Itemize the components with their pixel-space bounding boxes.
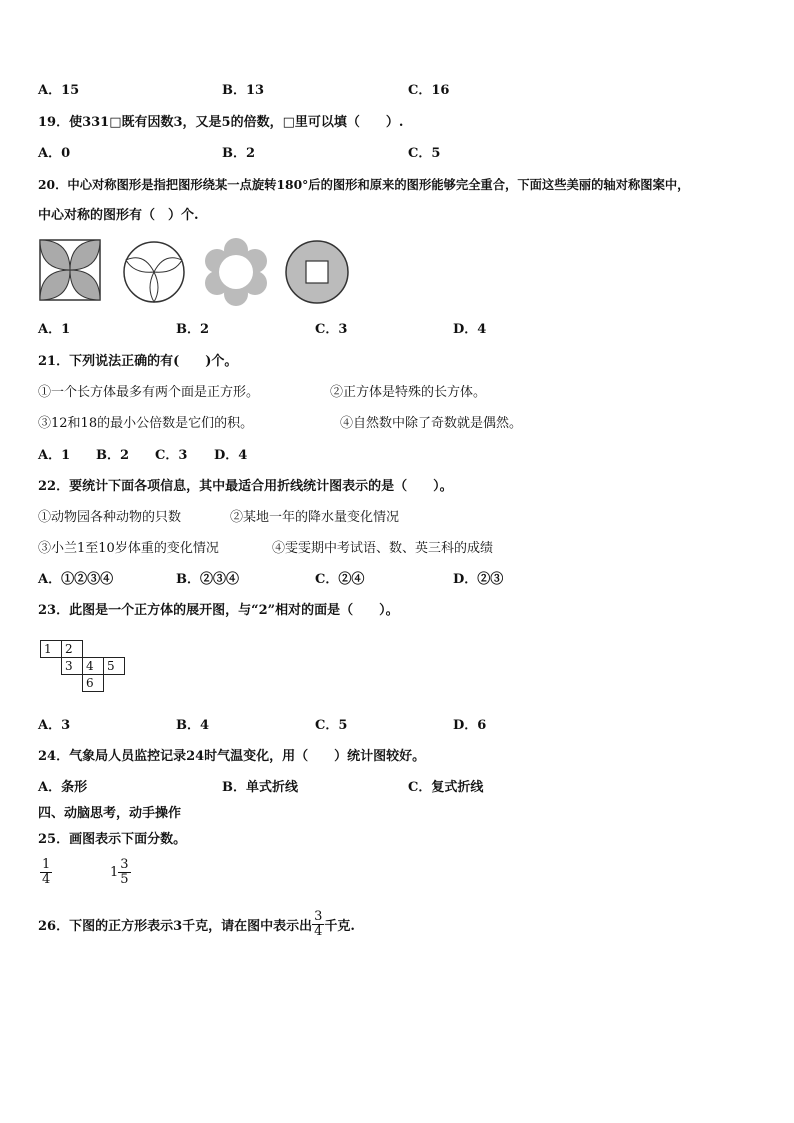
- cube-face: 5: [104, 658, 125, 675]
- q23-stem: 23．此图是一个正方体的展开图，与“2”相对的面是（ ）。: [38, 603, 399, 618]
- q22-item-2: ②某地一年的降水量变化情况: [230, 510, 400, 525]
- cube-face: 3: [62, 658, 83, 675]
- cube-face: 6: [83, 675, 104, 692]
- q22-item-4: ④雯雯期中考试语、数、英三科的成绩: [272, 541, 494, 556]
- q24-option-b: B．单式折线: [222, 780, 298, 795]
- q19-option-a: A．0: [38, 146, 71, 161]
- q21-option-b: B．2: [96, 448, 130, 463]
- q19-option-b: B．2: [222, 146, 256, 161]
- q20-stem-line1: 20．中心对称图形是指把图形绕某一点旋转180°后的图形和原来的图形能够完全重合，下面这些美丽的轴对称图案中，: [38, 177, 690, 192]
- q23-option-c: C．5: [315, 718, 348, 733]
- q22-option-a: A．①②③④: [38, 572, 114, 587]
- q18-option-b: B．13: [222, 83, 265, 98]
- q23-option-a: A．3: [38, 718, 71, 733]
- q21-statement-2: ②正方体是特殊的长方体。: [330, 385, 487, 400]
- q24-option-c: C．复式折线: [408, 780, 484, 795]
- section-title: 四、动脑思考，动手操作: [38, 806, 182, 821]
- fraction-denominator: 4: [314, 924, 323, 939]
- cube-net: [40, 640, 125, 692]
- fraction-numerator: 3: [314, 909, 323, 924]
- q21-statement-3: ③12和18的最小公倍数是它们的积。: [38, 416, 254, 431]
- q22-item-3: ③小兰1至10岁体重的变化情况: [38, 541, 219, 556]
- q26-stem: [38, 910, 355, 939]
- flower-figure: [205, 238, 267, 306]
- mixed-number: [110, 858, 131, 887]
- q20-option-a: A．1: [38, 322, 71, 337]
- q21-option-a: A．1: [38, 448, 71, 463]
- q20-option-b: B．2: [176, 322, 210, 337]
- q24-option-a: A．条形: [38, 780, 88, 795]
- fraction-denominator: 4: [42, 872, 51, 887]
- q18-option-c: C．16: [408, 83, 450, 98]
- q21-statement-1: ①一个长方体最多有两个面是正方形。: [38, 385, 260, 400]
- square-petal-figure: [40, 240, 100, 300]
- q18-option-a: A．15: [38, 83, 80, 98]
- q21-option-c: C．3: [155, 448, 188, 463]
- q19-stem: 19．使331□既有因数3，又是5的倍数，□里可以填（ ）.: [38, 115, 404, 130]
- q26-stem-unit: 千克.: [324, 919, 355, 934]
- q21-statement-4: ④自然数中除了奇数就是偶然。: [340, 416, 523, 431]
- circle-leaves-figure: [124, 242, 184, 302]
- q21-stem: 21．下列说法正确的有( )个。: [38, 354, 238, 369]
- fraction-numerator: 3: [120, 857, 129, 872]
- q21-option-d: D．4: [214, 448, 248, 463]
- q19-option-c: C．5: [408, 146, 441, 161]
- q22-option-c: C．②④: [315, 572, 365, 587]
- q20-option-d: D．4: [453, 322, 487, 337]
- cube-face: 1: [41, 641, 62, 658]
- coin-figure: [286, 241, 348, 303]
- q26-stem-text: 26．下图的正方形表示3千克，请在图中表示出: [38, 919, 313, 934]
- q22-option-d: D．②③: [453, 572, 504, 587]
- cube-face: 2: [62, 641, 83, 658]
- fraction-numerator: 1: [42, 857, 51, 872]
- q20-option-c: C．3: [315, 322, 348, 337]
- q20-stem-line2: 中心对称的图形有（ ）个.: [38, 208, 199, 223]
- q22-option-b: B．②③④: [176, 572, 239, 587]
- q20-figures: [38, 238, 358, 308]
- fraction-one-quarter: [40, 858, 52, 887]
- q23-option-d: D．6: [453, 718, 487, 733]
- fraction-denominator: 5: [120, 872, 129, 887]
- q22-item-1: ①动物园各种动物的只数: [38, 510, 182, 525]
- mixed-whole: 1: [110, 865, 119, 880]
- q22-stem: 22．要统计下面各项信息，其中最适合用折线统计图表示的是（ ）。: [38, 479, 453, 494]
- q23-option-b: B．4: [176, 718, 210, 733]
- q24-stem: 24．气象局人员监控记录24时气温变化，用（ ）统计图较好。: [38, 749, 426, 764]
- cube-face: 4: [83, 658, 104, 675]
- q25-stem: 25．画图表示下面分数。: [38, 832, 187, 847]
